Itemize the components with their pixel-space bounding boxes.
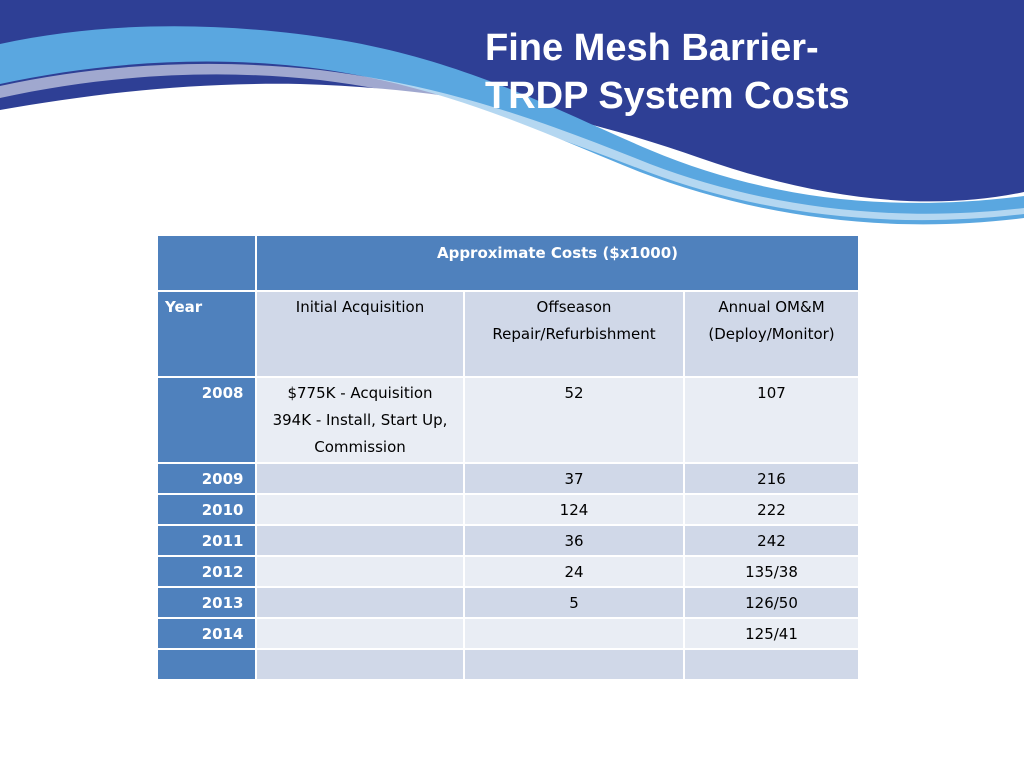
table-row [157, 649, 859, 680]
year-value: 2011 [201, 532, 244, 550]
title-row-year-cell [157, 235, 256, 291]
offseason-cell [464, 618, 684, 649]
year-cell [157, 649, 256, 680]
table-row [157, 556, 859, 587]
year-cell [157, 587, 256, 618]
column-header-initial-acquisition: Initial Acquisition [256, 291, 464, 377]
slide-title-line-1: Fine Mesh Barrier- [485, 27, 819, 69]
offseason-cell: 37 [464, 463, 684, 494]
column-header-row [157, 291, 859, 377]
annual-cell: 242 [684, 525, 859, 556]
initial-acquisition-cell [256, 463, 464, 494]
offseason-cell: 24 [464, 556, 684, 587]
table-row [157, 377, 859, 463]
year-value: 2010 [201, 501, 244, 519]
initial-acquisition-cell [256, 556, 464, 587]
initial-acquisition-cell [256, 618, 464, 649]
table-title-row [157, 235, 859, 291]
initial-acquisition-cell [256, 649, 464, 680]
year-value: 2012 [201, 563, 244, 581]
offseason-cell: 36 [464, 525, 684, 556]
table-row [157, 525, 859, 556]
table-row [157, 618, 859, 649]
year-value: 2014 [201, 625, 244, 643]
column-header-annual-line-1: Annual OM&M [718, 298, 825, 316]
year-cell [157, 463, 256, 494]
offseason-cell: 52 [464, 377, 684, 463]
column-header-offseason-line-1: Offseason [536, 298, 612, 316]
slide-title-line-2: TRDP System Costs [485, 75, 850, 117]
initial-acquisition-cell [256, 377, 464, 463]
year-cell [157, 494, 256, 525]
column-header-offseason-line-2: Repair/Refurbishment [492, 325, 656, 343]
slide-title [485, 24, 1005, 120]
initial-acquisition-cell [256, 587, 464, 618]
annual-cell: 222 [684, 494, 859, 525]
year-cell [157, 377, 256, 463]
annual-cell: 126/50 [684, 587, 859, 618]
year-cell [157, 618, 256, 649]
table-row [157, 587, 859, 618]
cost-table [156, 234, 860, 681]
initial-acquisition-cell [256, 494, 464, 525]
table-title: Approximate Costs ($x1000) [256, 235, 859, 291]
annual-cell: 107 [684, 377, 859, 463]
year-cell [157, 525, 256, 556]
offseason-cell: 5 [464, 587, 684, 618]
column-header-annual [684, 291, 859, 377]
column-header-annual-line-2: (Deploy/Monitor) [708, 325, 835, 343]
offseason-cell: 124 [464, 494, 684, 525]
year-value: 2013 [201, 594, 244, 612]
table-row [157, 463, 859, 494]
year-value: 2009 [201, 470, 244, 488]
year-value: 2008 [201, 384, 244, 402]
initial-acquisition-cell [256, 525, 464, 556]
offseason-cell [464, 649, 684, 680]
year-cell [157, 556, 256, 587]
column-header-year: Year [157, 291, 256, 377]
column-header-offseason [464, 291, 684, 377]
annual-cell: 135/38 [684, 556, 859, 587]
initial-acquisition-line-2: 394K - Install, Start Up, [272, 411, 448, 429]
initial-acquisition-line-1: $775K - Acquisition [287, 384, 433, 402]
table-row [157, 494, 859, 525]
initial-acquisition-line-3: Commission [314, 438, 406, 456]
annual-cell: 216 [684, 463, 859, 494]
annual-cell: 125/41 [684, 618, 859, 649]
annual-cell [684, 649, 859, 680]
